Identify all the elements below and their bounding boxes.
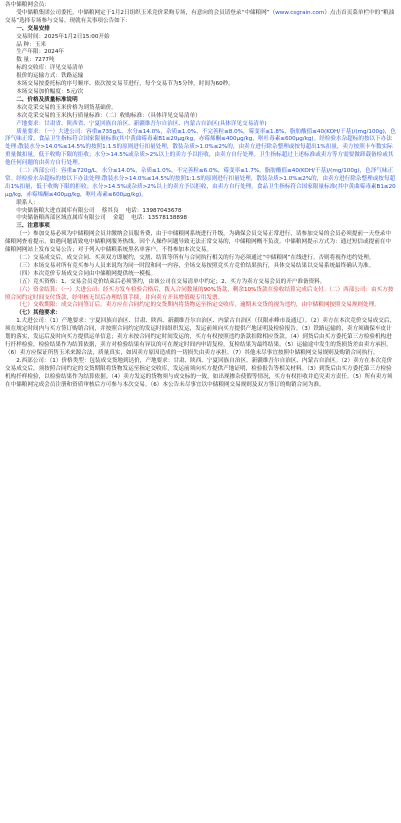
contact-phone: 13987043678 xyxy=(142,207,182,214)
announcement-document xyxy=(0,0,401,389)
section-1-title: 一、交易安排 xyxy=(16,25,50,32)
greeting: 各中储粮网会员： xyxy=(5,2,50,8)
notice-7: （七）交收期限：成交合同签订后，卖方应在合同约定的交货期内将货物运至指定交收库，逾期未交货的视为违约，由中储粮网按照交易规则处理。 xyxy=(16,302,380,309)
section-3-title: 三、注意事项 xyxy=(16,223,50,230)
sec1-line: 数 量：7277吨 xyxy=(16,57,55,64)
contact-label: 电话： xyxy=(131,215,148,222)
notice-4: （四）本次竞价专场成交合同由中储粮网提供统一模板。 xyxy=(16,270,157,277)
contacts-title: 联系人： xyxy=(16,199,39,206)
other-requirement: 1.大进公司：（1）产地要求：宁夏回族自治区、甘肃、陕西、新疆维吾尔自治区、内蒙古自治区（仅限赤峰市及通辽）。（2）卖方在本次竞价交易成交后，须在规定时间内与买方签订购销合同，并按照合同约定的发运时间组织发运，发运前须向买方提供产地证明及检验报告。（3）铁路运输的，卖方须确保车皮计划的落实，发运后及时向买方提供运单信息；卖方未按合同约定时间发运的，买方有权按照违约条款扣除相应货款。（4）到货后由买方委托第三方检验机构进行扦样检验，检验结果作为结算依据，卖方对检验结果有异议的可在规定时间内申请复检，复检结果为最终结果。（5）运输途中发生的货损货差由卖方承担。（6）卖方应保证所售玉米来源合法，质量真实，如因卖方原因造成的一切损失由卖方承担。（7）其他未尽事宜按照中储粮网交易规则及购销合同执行。 xyxy=(5,318,396,356)
notice-1: （一）参加交易必须为中储粮网会员并缴纳会员服务费，由于中储粮网系统进行升级，为确保会员交易正常进行，请参加交易的会员必须提前一天登录中储粮网查看提示，如遇问题请致电中储粮网服务热线。因个人操作问题导致无法正常交易的，中储粮网概不负责。中储粮网提示方式为：通过短信或提前在中储粮网网站上发布交易公告；对于列入中储粮系统黑名单客户，不得参加本次交易。 xyxy=(5,231,391,254)
contact-phone: 13578138898 xyxy=(147,215,188,222)
sec1-line: 品 种：玉米 xyxy=(16,41,46,48)
site-link[interactable]: www.csgrain.com xyxy=(275,9,325,16)
section-2-title: 二、价格及质量标准说明 xyxy=(16,96,78,103)
sec1-line: 报价的运输方式：铁路运输 xyxy=(16,73,84,80)
sec1-line: 本场交易加价幅度：5元/次 xyxy=(16,88,84,95)
contact-name: 蔡其良 xyxy=(101,207,119,214)
contact-org: 中央储备粮大进直属库有限公司 xyxy=(16,207,95,214)
notice-2: （二）交易成交后，成交合同、买卖双方即履约，交割、结算等所有与合同执行相关的行为必须通过“中储粮网”在线进行。否则将视作违约处理。 xyxy=(16,255,375,261)
notice-3: （三）本场交易对所有竞买参与人员来说均为同一时段和同一内容，全场交易按照竞买方竞价结果执行，具体交易结果以交易系统最终确认为准。 xyxy=(16,262,375,269)
other-requirement: 2.西部公司：（1）价格类型：包装成交货地到达价，产地要求：甘肃、陕西、宁夏回族自治区、新疆维吾尔自治区、内蒙古自治区。（2）卖方在本次竞价交易成交后，须按照合同约定的交货期限将货物发运至指定交收库，发运前须向买方提供产地证明、检验报告等相关材料。（3）到货后由买方委托第三方检验机构扦样检验，以检验结果作为结算依据。（4）卖方发运的货物须与成交标的一致，如出现掺杂使假等情况，买方有权拒收并追究卖方责任。（5）所有卖方须在中储粮网完成会员注册和资质审核后方可参与本次交易。（6）本公告未尽事宜以中储粮网交易规则及双方签订的购销合同为准。 xyxy=(5,357,393,388)
sec1-line: 标的交收库：详见交易清单 xyxy=(16,65,84,72)
notice-6: （六）资金结算：（一）大进公司：经买方发车检验合格后，拨入合同数量的90%货款，剩余10%货款在验收结算完成后支付。（二）西部公司：由买方按照合同约定时间支付货款，经审核无误后办理结算手续，并向卖方开具增值税专用发票。 xyxy=(5,286,394,301)
region-requirement: 产地要求：甘肃省、陕西省、宁夏回族自治区、新疆维吾尔自治区、内蒙古自治区(具体详见交易清单) xyxy=(16,120,267,127)
contact-org: 中央储备粮西部区域直属库有限公司 xyxy=(16,215,106,222)
notice-5: （五）竞买资格：1、交易会员竞价结束后必须签约，由该公司在交易清单中约定；2、买方为卖方交易会员的开户准备资料。 xyxy=(16,278,326,285)
contact-row xyxy=(5,215,396,223)
section-4-title: （七）其他要求： xyxy=(16,310,61,317)
sec1-line: 本场交易按委托标的序号顺序、依次按交易节进行，每个交易节为5分钟，时间为60秒。 xyxy=(16,81,234,88)
sec2-line: 本次竞采交易的玉米执行质量标准：（二）收购标准：（具体详见交易清单） xyxy=(16,112,201,119)
sec1-line: 交易时间：2025年1月2日15:00开始 xyxy=(16,33,110,40)
intro-text-2: ）点击首页菜单栏中的“粮油交易”选择专场参与交易。现就有关事项公告如下： xyxy=(5,9,395,24)
intro-paragraph xyxy=(5,10,396,26)
contact-label: 电话： xyxy=(125,207,143,214)
intro-text-1: 受中储粮集团公司委托，中储粮网定于1月2日组织玉米竞价采购专场，有意向的会员请登录“中储粮网”（ xyxy=(16,9,276,16)
contact-name: 金超 xyxy=(112,215,125,222)
quality-requirement-2: （二）西部公司：容重≥720g/L，水分≤14.0%，杂质≤1.0%，不完善粒≤6.0%，霉变率≤1.7%，脂肪酸值≤40(KOH/干基)/(mg/100g)，色泽气味正常。经检验水杂超标的按以下办法处理:散装水分>14.0%≤14.5%的按照1:1.5的原则进行扣量处理，散装杂质>1.0%≤2%的，由卖方进行除杂整理或按每超出1%扣量，低于收购下限的拒收；水分>14.5%或杂质>2%以上的卖方予以拒收，由卖方自行处理。食品卫生指标符合国家限量标准(其中黄曲霉毒素B1≤20μg/kg，赤霉烯酮≤400μg/kg，呕吐毒素≤600μg/kg)。 xyxy=(5,168,396,198)
quality-requirement-1: 质量要求：（一）大进公司：容重≥735g/L，水分≤14.0%，杂质≤1.0%，不完善粒≤8.0%，霉变率≤1.8%，脂肪酸值≤40(KOH/干基)/(mg/100g)，色泽气味正常。食品卫生指标符合国家限量标准(其中黄曲霉毒素B1≤20μg/kg，赤霉烯酮≤400μg/kg，呕吐毒素≤600μg/kg)。经检验水杂超标的按以下办法处理:散装水分>14.0%≤14.5%的按照1:1.5的原则进行扣量处理，散装杂质>1.0%≤2%的，由卖方进行除杂整理或按每超出1%扣量，卖方按照卡车数实际重量做扣量，低于收购下限的拒收；水分>14.5%或杂质>2%以上的卖方予以拒收，由卖方自行处理。卫生指标超过上述标准或卖方等方需要做卸载备检或其他任何问题的由卖方自行处理。 xyxy=(5,128,396,167)
sec2-line: 本次竞采交易的玉米价格为到货基础价。 xyxy=(16,104,117,111)
sec1-line: 生产年限：2024年 xyxy=(16,49,64,56)
